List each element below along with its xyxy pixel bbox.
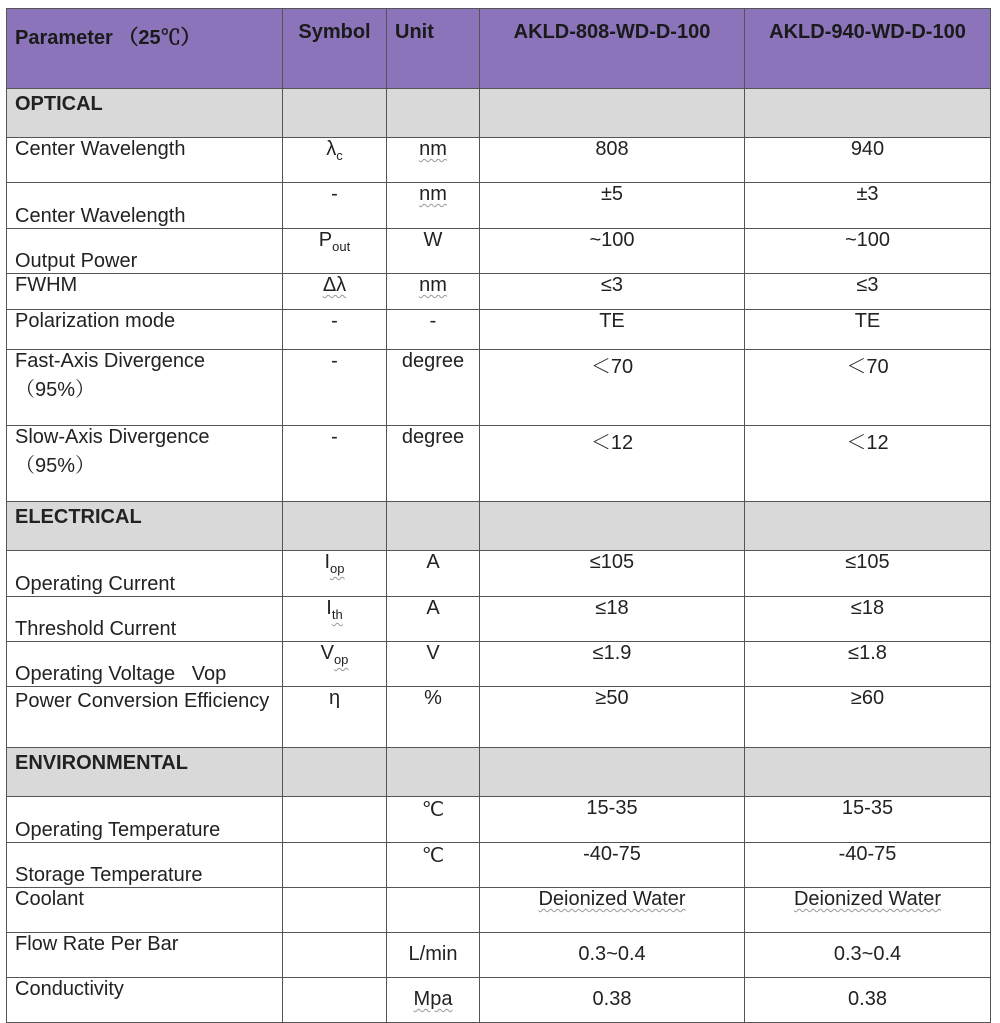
- value-808-cell: -40-75: [480, 843, 745, 888]
- value-940-cell: Deionized Water: [745, 888, 991, 933]
- section-title-electrical: ELECTRICAL: [7, 502, 283, 551]
- value-808-cell: ~100: [480, 229, 745, 274]
- header-model-808: AKLD-808-WD-D-100: [480, 9, 745, 89]
- param-cell: Power Conversion Efficiency: [7, 687, 283, 748]
- value-808-cell: ≤3: [480, 274, 745, 310]
- value-808-cell: ≤105: [480, 551, 745, 597]
- value-940-cell: ≤18: [745, 597, 991, 642]
- param-cell: Polarization mode: [7, 310, 283, 350]
- table-row: [7, 687, 991, 748]
- section-title-optical: OPTICAL: [7, 89, 283, 138]
- unit-cell: nm: [387, 274, 480, 310]
- param-cell: Storage Temperature: [7, 843, 283, 888]
- value-808-cell: Deionized Water: [480, 888, 745, 933]
- symbol-cell: $I_{th}$: [283, 597, 387, 642]
- param-cell: Operating Temperature: [7, 797, 283, 843]
- table-row: [7, 597, 991, 642]
- unit-cell: ℃: [387, 843, 480, 888]
- symbol-cell: $\lambda_c$: [283, 138, 387, 183]
- value-808-cell: ≥50: [480, 687, 745, 748]
- unit-cell: W: [387, 229, 480, 274]
- table-row: [7, 888, 991, 933]
- unit-cell: nm: [387, 183, 480, 229]
- value-808-cell: TE: [480, 310, 745, 350]
- table-row: [7, 551, 991, 597]
- param-cell: Threshold Current: [7, 597, 283, 642]
- table-row: [7, 183, 991, 229]
- value-808-cell: 15-35: [480, 797, 745, 843]
- param-cell: FWHM: [7, 274, 283, 310]
- param-cell: Slow-Axis Divergence （95%）: [7, 426, 283, 502]
- value-940-cell: ＜70: [745, 350, 991, 426]
- table-row: [7, 138, 991, 183]
- unit-cell: degree: [387, 350, 480, 426]
- table-row: [7, 797, 991, 843]
- symbol-cell: -: [283, 426, 387, 502]
- unit-cell: nm: [387, 138, 480, 183]
- value-940-cell: 940: [745, 138, 991, 183]
- param-cell: Flow Rate Per Bar: [7, 933, 283, 978]
- symbol-cell: $V_{op}$: [283, 642, 387, 687]
- table-row: [7, 978, 991, 1023]
- symbol-cell: -: [283, 310, 387, 350]
- value-940-cell: 15-35: [745, 797, 991, 843]
- section-title-environmental: ENVIRONMENTAL: [7, 748, 283, 797]
- value-940-cell: ≥60: [745, 687, 991, 748]
- value-940-cell: ±3: [745, 183, 991, 229]
- header-symbol: Symbol: [283, 9, 387, 89]
- table-row: [7, 274, 991, 310]
- value-940-cell: ＜12: [745, 426, 991, 502]
- symbol-cell: Δλ: [283, 274, 387, 310]
- value-808-cell: 0.3~0.4: [480, 933, 745, 978]
- symbol-cell: [283, 797, 387, 843]
- value-940-cell: -40-75: [745, 843, 991, 888]
- table-row: [7, 310, 991, 350]
- symbol-cell: [283, 933, 387, 978]
- header-row: [7, 9, 991, 89]
- symbol-cell: -: [283, 183, 387, 229]
- symbol-cell: $I_{op}$: [283, 551, 387, 597]
- param-cell: Conductivity: [7, 978, 283, 1023]
- unit-cell: ℃: [387, 797, 480, 843]
- symbol-cell: η: [283, 687, 387, 748]
- value-808-cell: 0.38: [480, 978, 745, 1023]
- table-row: [7, 843, 991, 888]
- section-row-electrical: [7, 502, 991, 551]
- param-cell: Center Wavelength: [7, 138, 283, 183]
- param-cell: Operating Voltage Vop: [7, 642, 283, 687]
- table-row: [7, 426, 991, 502]
- unit-cell: Mpa: [387, 978, 480, 1023]
- section-row-optical: [7, 89, 991, 138]
- value-940-cell: ~100: [745, 229, 991, 274]
- section-row-environmental: [7, 748, 991, 797]
- param-cell: Coolant: [7, 888, 283, 933]
- value-940-cell: ≤105: [745, 551, 991, 597]
- unit-cell: A: [387, 551, 480, 597]
- value-940-cell: ≤1.8: [745, 642, 991, 687]
- symbol-cell: [283, 888, 387, 933]
- table-row: [7, 229, 991, 274]
- symbol-cell: [283, 843, 387, 888]
- value-940-cell: ≤3: [745, 274, 991, 310]
- value-808-cell: ＜12: [480, 426, 745, 502]
- param-cell: Fast-Axis Divergence （95%）: [7, 350, 283, 426]
- value-808-cell: ≤1.9: [480, 642, 745, 687]
- unit-cell: L/min: [387, 933, 480, 978]
- spec-table: [6, 8, 991, 1023]
- param-cell: Output Power: [7, 229, 283, 274]
- symbol-cell: -: [283, 350, 387, 426]
- value-940-cell: 0.3~0.4: [745, 933, 991, 978]
- value-808-cell: ±5: [480, 183, 745, 229]
- symbol-cell: $P_{out}$: [283, 229, 387, 274]
- unit-cell: [387, 888, 480, 933]
- value-940-cell: 0.38: [745, 978, 991, 1023]
- unit-cell: A: [387, 597, 480, 642]
- unit-cell: -: [387, 310, 480, 350]
- header-model-940: AKLD-940-WD-D-100: [745, 9, 991, 89]
- header-parameter: Parameter （25℃）: [7, 9, 283, 89]
- unit-cell: degree: [387, 426, 480, 502]
- table-row: [7, 350, 991, 426]
- header-unit: Unit: [387, 9, 480, 89]
- value-808-cell: 808: [480, 138, 745, 183]
- param-cell: Center Wavelength: [7, 183, 283, 229]
- symbol-cell: [283, 978, 387, 1023]
- table-row: [7, 933, 991, 978]
- param-cell: Operating Current: [7, 551, 283, 597]
- value-808-cell: ＜70: [480, 350, 745, 426]
- table-row: [7, 642, 991, 687]
- value-808-cell: ≤18: [480, 597, 745, 642]
- value-940-cell: TE: [745, 310, 991, 350]
- unit-cell: V: [387, 642, 480, 687]
- unit-cell: %: [387, 687, 480, 748]
